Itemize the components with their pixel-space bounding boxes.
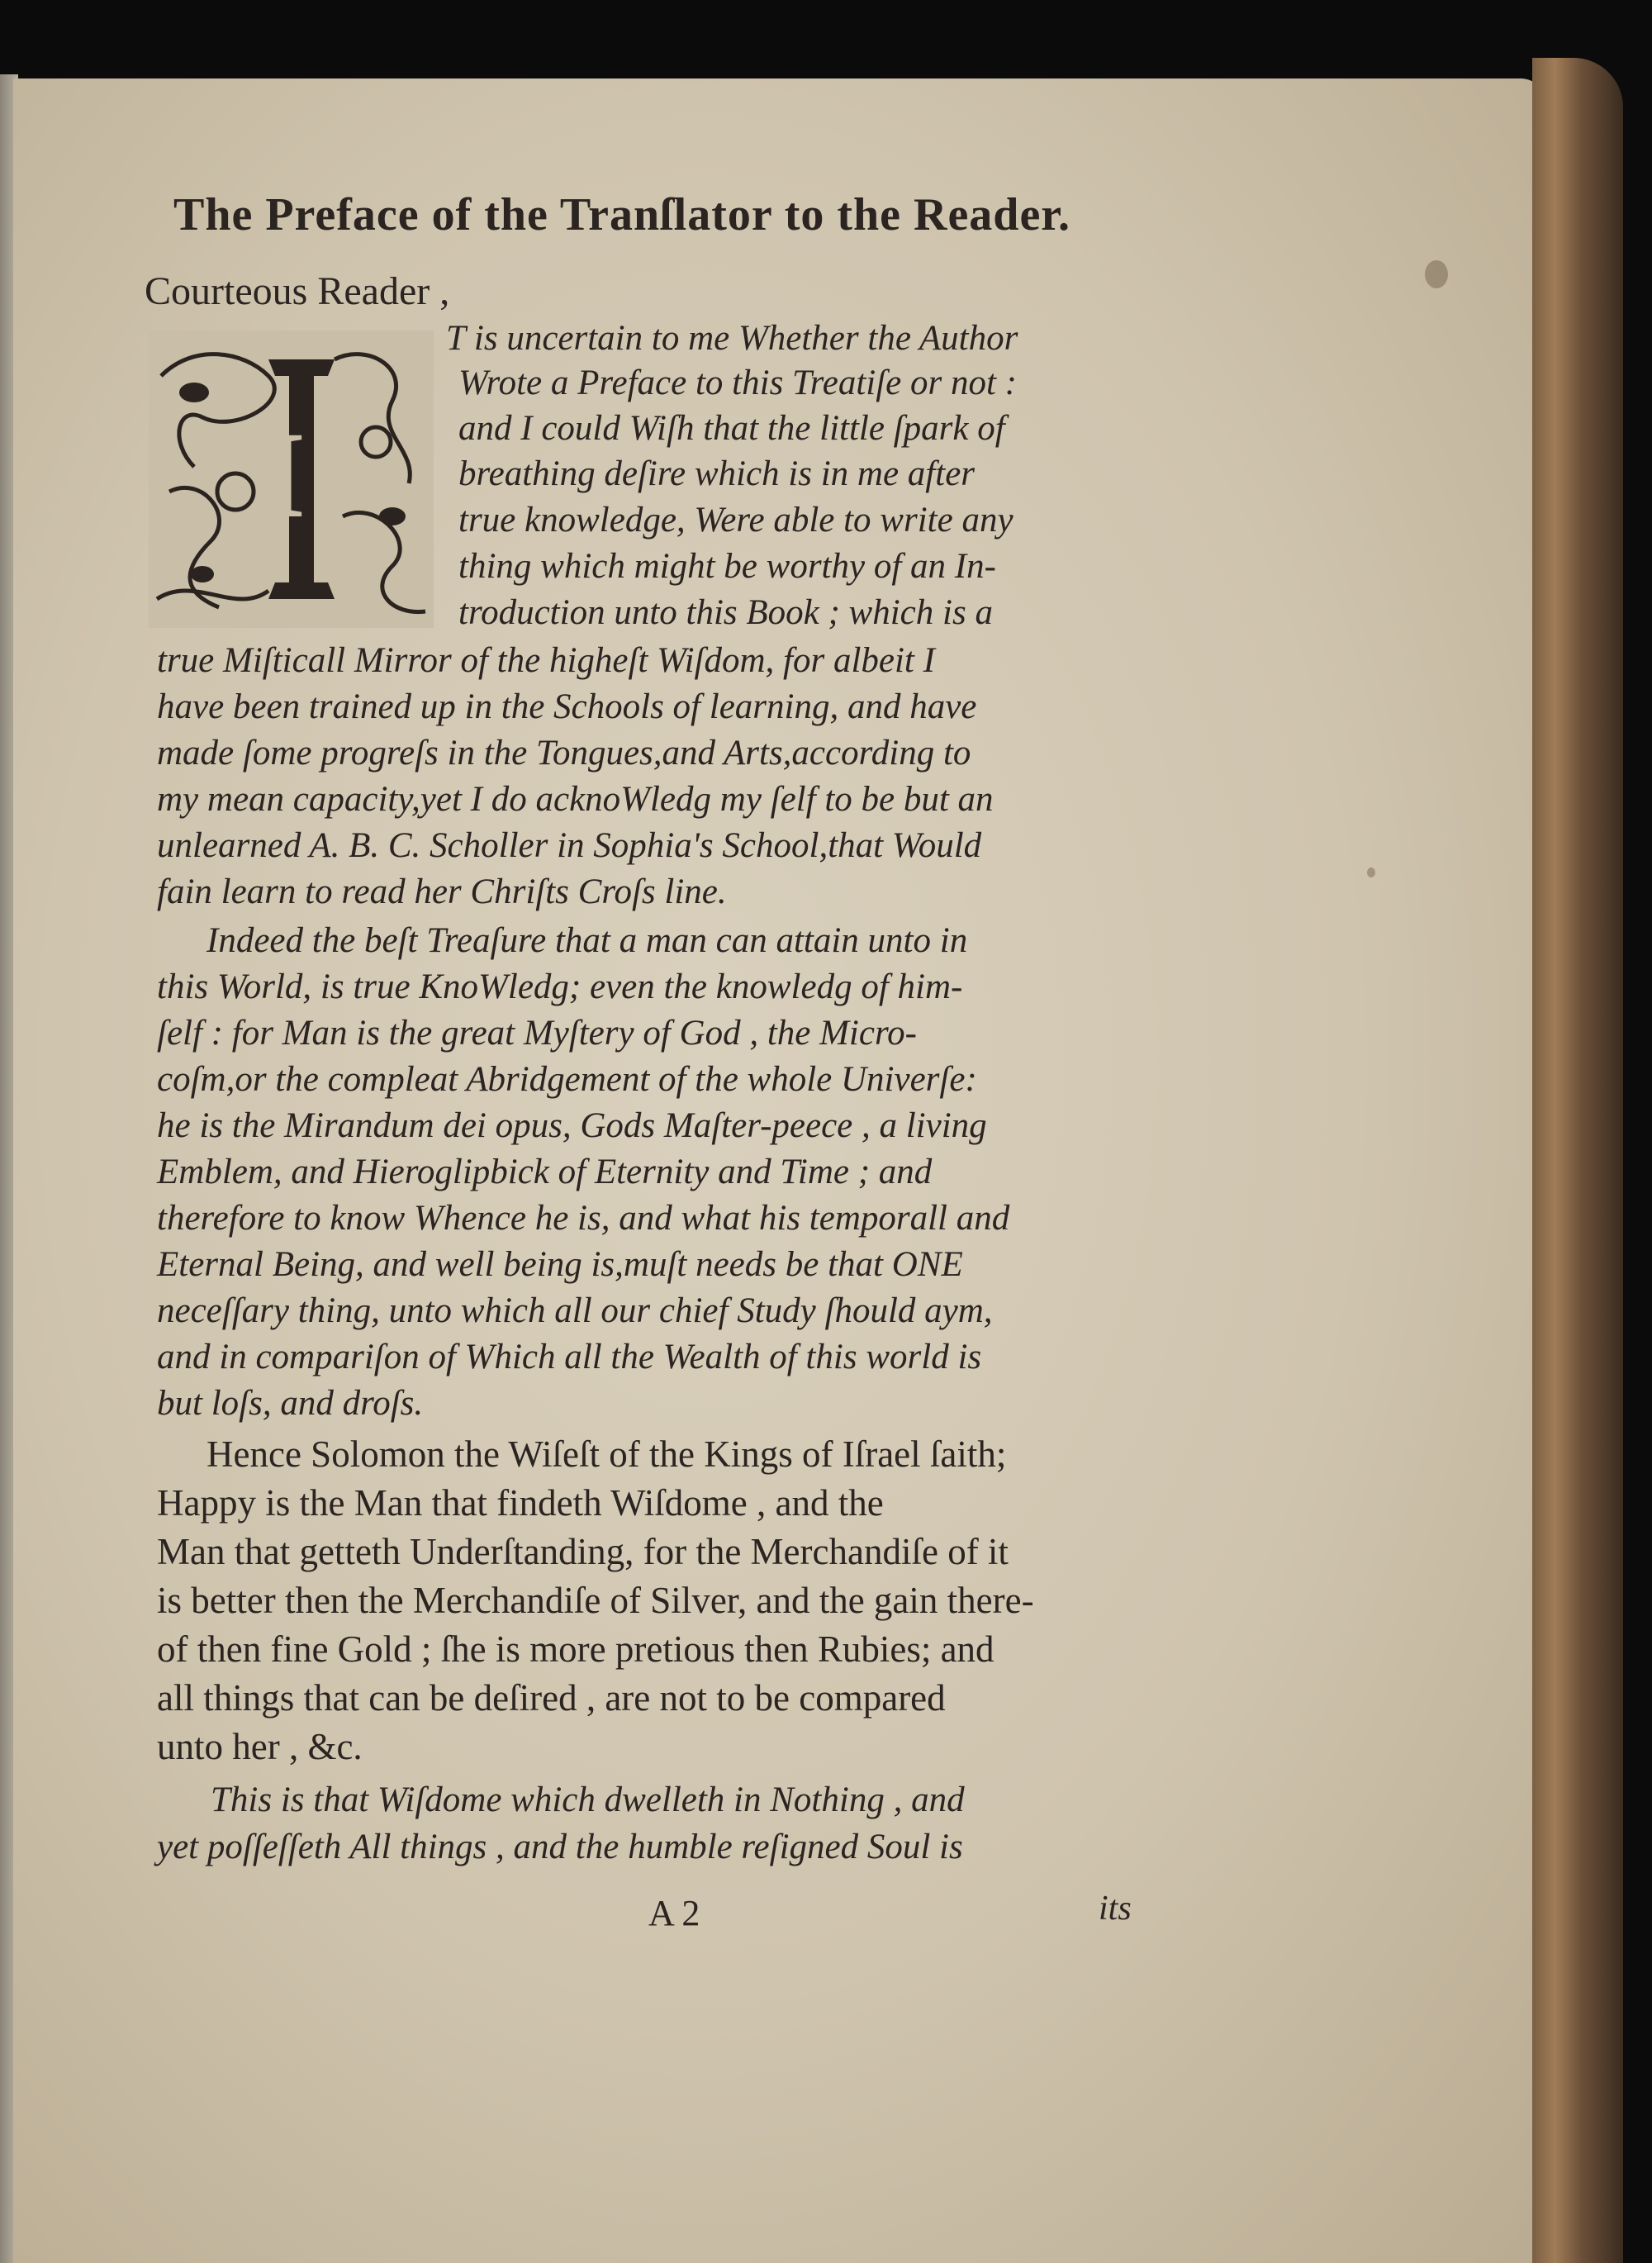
text-line: made ſome progreſs in the Tongues,and Arts,according to xyxy=(157,734,971,773)
text-line: yet poſſeſſeth All things , and the humble reſigned Soul is xyxy=(157,1828,963,1866)
text-line: therefore to know Whence he is, and what his temporall and xyxy=(157,1199,1010,1238)
text-line: neceſſary thing, unto which all our chief Study ſhould aym, xyxy=(157,1291,993,1330)
text-line: and I could Wiſh that the little ſpark of xyxy=(458,409,1005,448)
text-line: breathing deſire which is in me after xyxy=(458,454,976,493)
text-line: true Miſticall Mirror of the higheſt Wiſdom, for albeit I xyxy=(157,641,935,680)
stain-mark xyxy=(1367,868,1375,877)
text-line: true knowledge, Were able to write any xyxy=(458,501,1014,540)
text-line: ſelf : for Man is the great Myſtery of God , the Micro- xyxy=(157,1014,917,1053)
text-line: fain learn to read her Chriſts Croſs line. xyxy=(157,872,727,911)
text-line: Hence Solomon the Wiſeſt of the Kings of Iſrael ſaith; xyxy=(206,1433,1007,1475)
text-line: thing which might be worthy of an In- xyxy=(458,547,996,586)
catchword: its xyxy=(1099,1890,1132,1928)
signature-mark: A 2 xyxy=(648,1893,700,1933)
text-line: Wrote a Preface to this Treatiſe or not : xyxy=(458,364,1017,402)
page-title: The Preface of the Tranſlator to the Reader. xyxy=(173,189,1071,240)
text-line: Man that getteth Underſtanding, for the Merchandiſe of it xyxy=(157,1531,1009,1572)
stain-mark xyxy=(1425,260,1448,288)
text-line: my mean capacity,yet I do acknoWledg my ſelf to be but an xyxy=(157,780,994,819)
text-line: Emblem, and Hieroglipbick of Eternity and Time ; and xyxy=(157,1153,933,1191)
text-line: This is that Wiſdome which dwelleth in Nothing , and xyxy=(211,1780,965,1819)
page-edge-binding xyxy=(1532,58,1623,2263)
text-line: Happy is the Man that findeth Wiſdome , and the xyxy=(157,1482,884,1524)
text-line: is better then the Merchandiſe of Silver, and the gain there- xyxy=(157,1580,1034,1621)
text-line: T is uncertain to me Whether the Author xyxy=(446,319,1018,358)
text-line: coſm,or the compleat Abridgement of the whole Univerſe: xyxy=(157,1060,977,1099)
initial-letter-text: I xyxy=(257,406,306,544)
text-line: Eternal Being, and well being is,muſt needs be that ONE xyxy=(157,1245,963,1284)
text-line: troduction unto this Book ; which is a xyxy=(458,593,993,632)
salutation: Courteous Reader , xyxy=(145,269,450,313)
text-line: Indeed the beſt Treaſure that a man can attain unto in xyxy=(206,921,968,960)
text-line: this World, is true KnoWledg; even the knowledg of him- xyxy=(157,967,963,1006)
text-line: all things that can be deſired , are not to be compared xyxy=(157,1677,946,1719)
text-line: of then fine Gold ; ſhe is more pretious then Rubies; and xyxy=(157,1628,995,1670)
text-line: unlearned A. B. C. Scholler in Sophia's School,that Would xyxy=(157,826,982,865)
text-line: have been trained up in the Schools of learning, and have xyxy=(157,687,977,726)
text-line: he is the Mirandum dei opus, Gods Maſter-peece , a living xyxy=(157,1106,987,1145)
text-line: unto her , &c. xyxy=(157,1726,363,1767)
text-line: but loſs, and droſs. xyxy=(157,1384,424,1423)
text-line: and in compariſon of Which all the Wealth of this world is xyxy=(157,1338,982,1376)
decorated-initial-letter xyxy=(145,326,438,632)
